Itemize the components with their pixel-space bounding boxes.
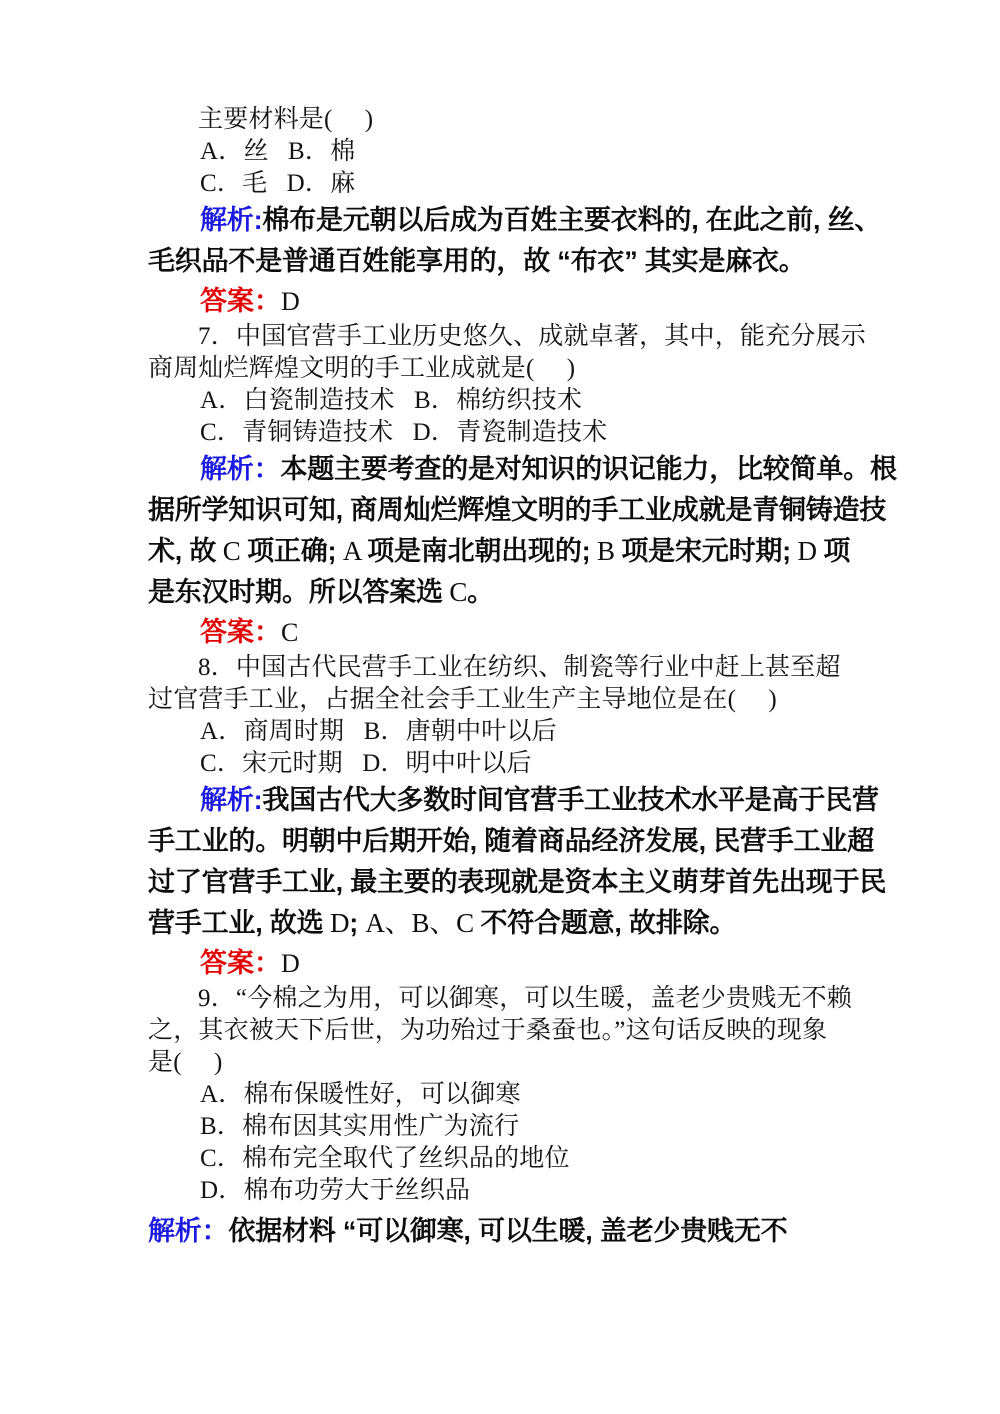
q7-analysis-text-3b: 项正确; <box>247 536 337 566</box>
q8-answer-line <box>148 944 854 983</box>
answer-label: 答案 <box>200 948 254 978</box>
q7-analysis-lat-4: D <box>790 536 824 566</box>
q8-analysis-text-4b: ; <box>349 908 366 938</box>
q7-stem-line-2: 商周灿烂辉煌文明的手工业成就是( ) <box>148 355 576 382</box>
q7-analysis-text-3d: 项是宋元时期; <box>621 536 791 566</box>
q8-analysis-line-3: 过了官营手工业, 最主要的表现就是资本主义萌芽首先出现于民 <box>148 867 887 897</box>
q9-stem-line-2: 之，其衣被天下后世，为功殆过于桑蚕也。”这句话反映的现象 <box>148 1017 828 1044</box>
q7-answer-value: C <box>281 618 299 647</box>
q9-option-a: A．棉布保暖性好，可以御寒 <box>200 1081 521 1108</box>
q6-stem-tail: 主要材料是( ) <box>198 106 374 133</box>
document-content <box>148 104 897 1252</box>
q8-analysis-text-1: 我国古代大多数时间官营手工业技术水平是高于民营 <box>262 785 879 815</box>
q6-options-line-2: C．毛 D．麻 <box>200 170 356 197</box>
q8-analysis-text-4c: 不符合题意, 故排除。 <box>480 908 737 938</box>
q7-analysis-text-1: 本题主要考查的是对知识的识记能力，比较简单。根 <box>280 454 897 484</box>
q6-answer-value: D <box>281 287 300 316</box>
q7-analysis-text-3a: 术, 故 <box>148 536 217 566</box>
q6-answer-line <box>148 282 854 321</box>
analysis-colon: ： <box>201 1216 229 1246</box>
q7-analysis-text-4a: 是东汉时期。所以答案选 <box>148 577 443 607</box>
answer-label: 答案 <box>200 286 254 316</box>
q9-stem-line-1: 9．“今棉之为用，可以御寒，可以生暖，盖老少贵贱无不赖 <box>198 985 852 1012</box>
q8-analysis-line-4 <box>148 903 854 944</box>
q9-analysis-line-1 <box>148 1211 854 1252</box>
q7-analysis-lat-3: B <box>590 536 622 566</box>
q7-analysis-line-4 <box>148 572 854 613</box>
q8-answer-value: D <box>281 949 300 978</box>
q9-option-d: D．棉布功劳大于丝织品 <box>200 1177 471 1204</box>
answer-colon: ： <box>254 948 281 978</box>
q6-analysis-line-1 <box>148 200 882 241</box>
answer-label: 答案 <box>200 617 254 647</box>
q7-analysis-line-3 <box>148 531 854 572</box>
q7-answer-line <box>148 613 854 652</box>
analysis-colon: : <box>253 205 263 235</box>
q8-analysis-line-2: 手工业的。明朝中后期开始, 随着商品经济发展, 民营手工业超 <box>148 826 875 856</box>
q9-stem-line-3: 是( ) <box>148 1049 223 1076</box>
q7-analysis-lat-2: A <box>336 536 368 566</box>
q7-analysis-text-3e: 项 <box>823 536 851 566</box>
q8-analysis-line-1 <box>148 780 879 821</box>
q9-analysis-text-1: 依据材料 “可以御寒, 可以生暖, 盖老少贵贱无不 <box>228 1216 788 1246</box>
analysis-label: 解析 <box>200 205 254 235</box>
analysis-label: 解析 <box>148 1216 202 1246</box>
q7-stem-line-1: 7．中国官营手工业历史悠久、成就卓著，其中，能充分展示 <box>198 323 866 350</box>
analysis-label: 解析 <box>200 454 254 484</box>
answer-colon: ： <box>254 286 281 316</box>
q8-analysis-lat-2: A、B、C <box>365 908 481 938</box>
q9-option-b: B．棉布因其实用性广为流行 <box>200 1113 520 1140</box>
q7-analysis-lat-1: C <box>216 536 248 566</box>
q7-options-line-1: A．白瓷制造技术 B．棉纺织技术 <box>200 387 583 414</box>
q7-analysis-line-1 <box>148 449 897 490</box>
q7-analysis-lat-5: C <box>442 577 468 607</box>
q6-analysis-line-2: 毛织品不是普通百姓能享用的，故 “布衣” 其实是麻衣。 <box>148 246 806 276</box>
analysis-label: 解析 <box>200 785 254 815</box>
q8-options-line-2: C．宋元时期 D．明中叶以后 <box>200 750 532 777</box>
answer-colon: ： <box>254 617 281 647</box>
q7-analysis-text-4b: 。 <box>467 577 494 607</box>
q7-analysis-line-2: 据所学知识可知, 商周灿烂辉煌文明的手工业成就是青铜铸造技 <box>148 495 887 525</box>
q7-analysis-text-3c: 项是南北朝出现的; <box>367 536 591 566</box>
q8-stem-line-1: 8．中国古代民营手工业在纺织、制瓷等行业中赶上甚至超 <box>198 654 841 681</box>
q6-options-line-1: A．丝 B．棉 <box>200 138 356 165</box>
q9-option-c: C．棉布完全取代了丝织品的地位 <box>200 1145 570 1172</box>
q8-options-line-1: A．商周时期 B．唐朝中叶以后 <box>200 718 557 745</box>
q6-analysis-text-1: 棉布是元朝以后成为百姓主要衣料的, 在此之前, 丝、 <box>262 205 882 235</box>
q8-analysis-lat-1: D <box>323 908 350 938</box>
q8-stem-line-2: 过官营手工业，占据全社会手工业生产主导地位是在( ) <box>148 686 777 713</box>
analysis-colon: ： <box>253 454 281 484</box>
q7-options-line-2: C．青铜铸造技术 D．青瓷制造技术 <box>200 419 608 446</box>
q8-analysis-text-4a: 营手工业, 故选 <box>148 908 324 938</box>
analysis-colon: : <box>253 785 263 815</box>
